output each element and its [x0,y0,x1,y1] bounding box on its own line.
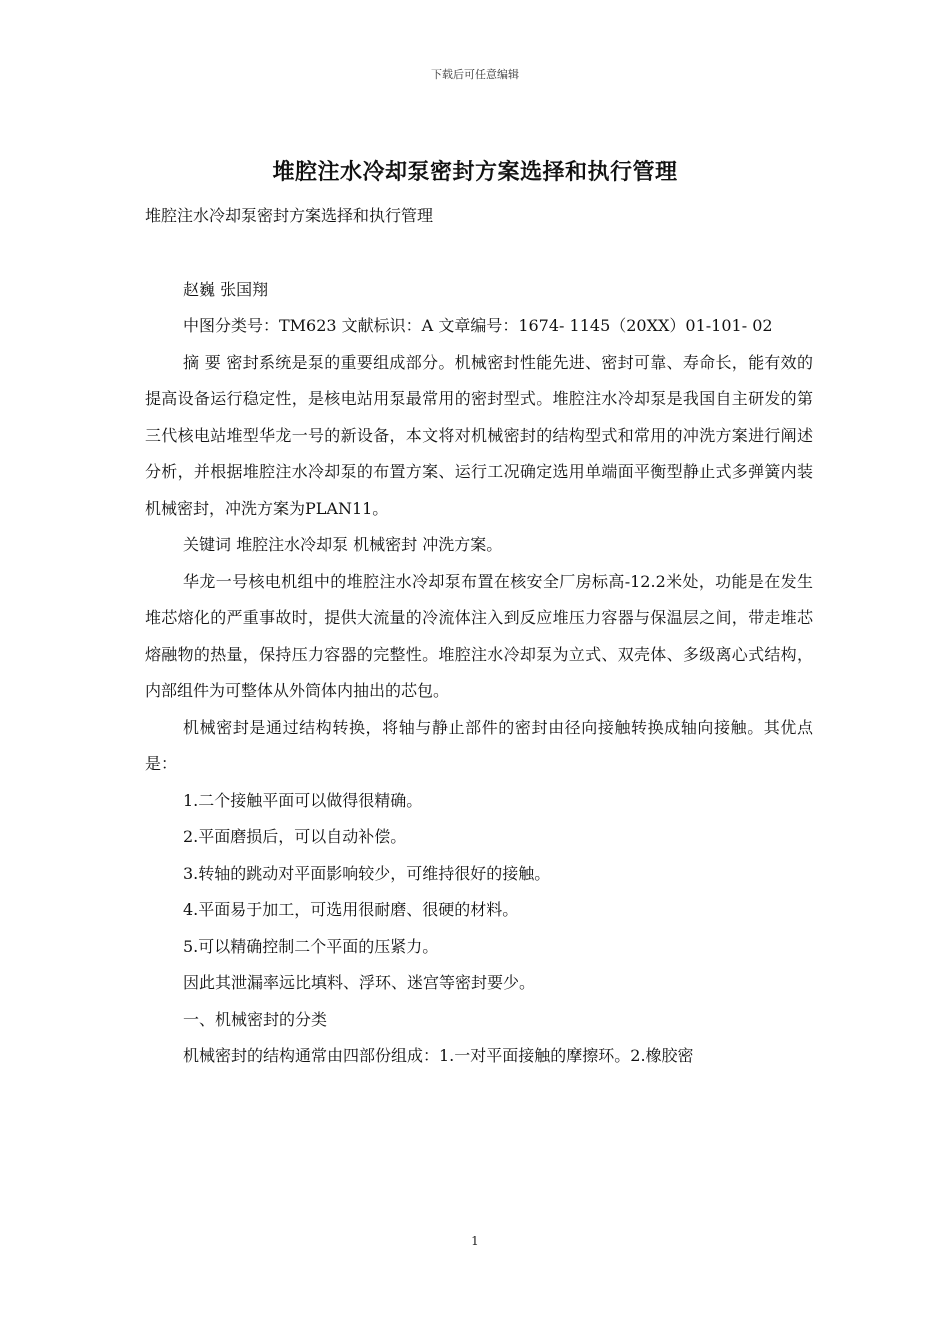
document-subtitle: 堆腔注水冷却泵密封方案选择和执行管理 [145,206,434,225]
keywords-line: 关键词 堆腔注水冷却泵 机械密封 冲洗方案。 [183,535,503,554]
section-paragraph: 机械密封的结构通常由四部份组成：1.一对平面接触的摩擦环。2.橡胶密 [183,1046,694,1065]
abstract-paragraph: 摘 要 密封系统是泵的重要组成部分。机械密封性能先进、密封可靠、寿命长，能有效的提高设备运行稳定性，是核电站用泵最常用的密封型式。堆腔注水冷却泵是我国自主研发的第三代核电站堆型华龙一号的新设备，本文将对机械密封的结构型式和常用的冲洗方案进行阐述分析，并根据堆腔注水冷却泵的布置方案、运行工况确定选用单端面平衡型静止式多弹簧内装机械密封，冲洗方案为PLAN11。 [145,352,813,518]
advantage-item: 5.可以精确控制二个平面的压紧力。 [183,936,439,956]
page-header-note: 下载后可任意编辑 [431,68,519,81]
advantage-item: 3.转轴的跳动对平面影响较少，可维持很好的接触。 [183,863,551,883]
advantage-item: 4.平面易于加工，可选用很耐磨、很硬的材料。 [183,900,519,919]
authors: 赵巍 张国翔 [183,279,269,299]
classification-line: 中图分类号：TM623 文献标识：A 文章编号：1674- 1145（20XX）01-101- 02 [183,316,773,335]
conclusion-line: 因此其泄漏率远比填料、浮环、迷宫等密封要少。 [183,973,536,992]
seal-intro-paragraph: 机械密封是通过结构转换，将轴与静止部件的密封由径向接触转换成轴向接触。其优点是： [145,717,813,773]
page-number: 1 [471,1234,479,1248]
advantage-item: 1.二个接触平面可以做得很精确。 [183,790,423,810]
advantage-item: 2.平面磨损后，可以自动补偿。 [183,827,407,846]
document-body [145,198,813,1075]
section-heading: 一、机械密封的分类 [183,1009,328,1029]
document-title: 堆腔注水冷却泵密封方案选择和执行管理 [272,160,678,185]
intro-paragraph: 华龙一号核电机组中的堆腔注水冷却泵布置在核安全厂房标高-12.2米处，功能是在发生堆芯熔化的严重事故时，提供大流量的冷流体注入到反应堆压力容器与保温层之间，带走堆芯熔融物的热量，保持压力容器的完整性。堆腔注水冷却泵为立式、双壳体、多级离心式结构，内部组件为可整体从外筒体内抽出的芯包。 [145,571,813,700]
